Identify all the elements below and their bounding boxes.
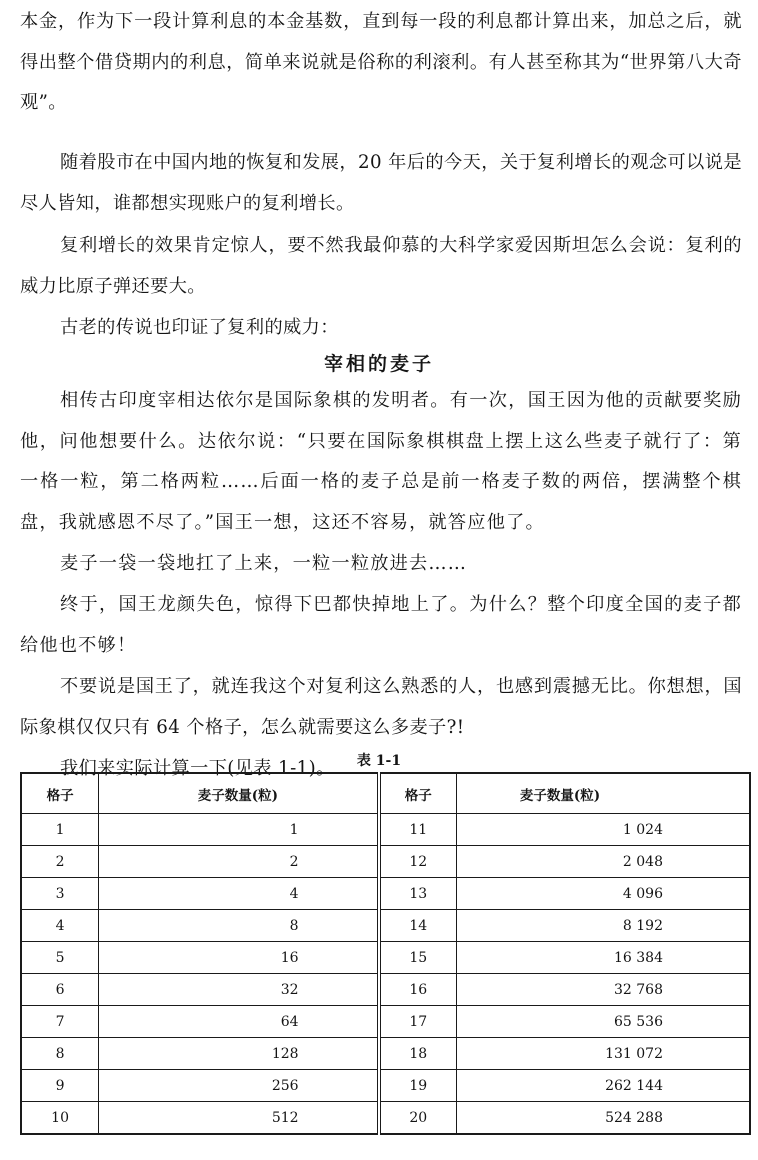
grain-count-cell: 128 — [99, 1038, 379, 1070]
grain-count-cell: 32 768 — [456, 974, 750, 1006]
table-row — [21, 814, 750, 846]
header-square-left: 格子 — [21, 773, 99, 814]
square-number-cell: 6 — [21, 974, 99, 1006]
square-number-cell: 4 — [21, 910, 99, 942]
table-row — [21, 878, 750, 910]
table-row — [21, 846, 750, 878]
grain-count-cell: 8 192 — [456, 910, 750, 942]
square-number-cell: 10 — [21, 1102, 99, 1135]
table-caption: 表 1-1 — [356, 753, 402, 769]
square-number-cell: 15 — [379, 942, 457, 974]
grain-count-cell: 512 — [99, 1102, 379, 1135]
grain-count-cell: 2 048 — [456, 846, 750, 878]
square-number-cell: 20 — [379, 1102, 457, 1135]
header-grains-right: 麦子数量(粒) — [456, 773, 750, 814]
grain-count-cell: 131 072 — [456, 1038, 750, 1070]
square-number-cell: 11 — [379, 814, 457, 846]
square-number-cell: 19 — [379, 1070, 457, 1102]
grain-count-cell: 1 024 — [456, 814, 750, 846]
grain-count-cell: 524 288 — [456, 1102, 750, 1135]
table-row — [21, 1038, 750, 1070]
square-number-cell: 9 — [21, 1070, 99, 1102]
paragraph-stock-market: 随着股市在中国内地的恢复和发展，20 年后的今天，关于复利增长的观念可以说是尽人皆知，谁都想实现账户的复利增长。 — [20, 152, 742, 214]
square-number-cell: 3 — [21, 878, 99, 910]
paragraph-legend-intro: 古老的传说也印证了复利的威力： — [60, 317, 339, 338]
square-number-cell: 2 — [21, 846, 99, 878]
grain-count-cell: 65 536 — [456, 1006, 750, 1038]
table-row — [21, 1006, 750, 1038]
square-number-cell: 17 — [379, 1006, 457, 1038]
grain-count-cell: 8 — [99, 910, 379, 942]
grain-count-cell: 4 — [99, 878, 379, 910]
square-number-cell: 13 — [379, 878, 457, 910]
paragraph-compound-interest-definition: 本金，作为下一段计算利息的本金基数，直到每一段的利息都计算出来，加总之后，就得出整个借贷期内的利息，简单来说就是俗称的利滚利。有人甚至称其为“世界第八大奇观”。 — [20, 11, 742, 113]
header-square-right: 格子 — [379, 773, 457, 814]
square-number-cell: 16 — [379, 974, 457, 1006]
paragraph-einstein-quote: 复利增长的效果肯定惊人，要不然我最仰慕的大科学家爱因斯坦怎么会说：复利的威力比原子弹还要大。 — [20, 235, 742, 297]
table-header-row — [21, 773, 750, 814]
story-paragraph-king-shocked: 终于，国王龙颜失色，惊得下巴都快掉地上了。为什么？整个印度全国的麦子都给他也不够！ — [20, 594, 742, 656]
grain-count-cell: 16 384 — [456, 942, 750, 974]
story-title: 宰相的麦子 — [323, 353, 434, 375]
square-number-cell: 14 — [379, 910, 457, 942]
paragraph-author-reaction: 不要说是国王了，就连我这个对复利这么熟悉的人，也感到震撼无比。你想想，国际象棋仅仅只有 64 个格子，怎么就需要这么多麦子?! — [20, 676, 742, 738]
square-number-cell: 12 — [379, 846, 457, 878]
grain-count-cell: 1 — [99, 814, 379, 846]
grain-count-cell: 2 — [99, 846, 379, 878]
square-number-cell: 18 — [379, 1038, 457, 1070]
table-row — [21, 942, 750, 974]
table-row — [21, 1102, 750, 1135]
grain-count-cell: 32 — [99, 974, 379, 1006]
square-number-cell: 7 — [21, 1006, 99, 1038]
square-number-cell: 1 — [21, 814, 99, 846]
story-paragraph-chess-inventor: 相传古印度宰相达依尔是国际象棋的发明者。有一次，国王因为他的贡献要奖励他，问他想要什么。达依尔说：“只要在国际象棋棋盘上摆上这么些麦子就行了：第一格一粒，第二格两粒……后面一格的麦子总是前一格麦子数的两倍，摆满整个棋盘，我就感恩不尽了。”国王一想，这还不容易，就答应他了。 — [20, 390, 742, 533]
grain-count-cell: 16 — [99, 942, 379, 974]
grain-count-cell: 262 144 — [456, 1070, 750, 1102]
square-number-cell: 8 — [21, 1038, 99, 1070]
table-row — [21, 1070, 750, 1102]
grain-count-cell: 256 — [99, 1070, 379, 1102]
header-grains-left: 麦子数量(粒) — [99, 773, 379, 814]
table-row — [21, 974, 750, 1006]
grain-count-cell: 64 — [99, 1006, 379, 1038]
square-number-cell: 5 — [21, 942, 99, 974]
story-paragraph-wheat-bags: 麦子一袋一袋地扛了上来，一粒一粒放进去…… — [60, 553, 468, 574]
wheat-doubling-table — [20, 772, 751, 1135]
grain-count-cell: 4 096 — [456, 878, 750, 910]
table-row — [21, 910, 750, 942]
paragraph-calculation-intro: 我们来实际计算一下(见表 1-1)。 — [60, 758, 335, 779]
